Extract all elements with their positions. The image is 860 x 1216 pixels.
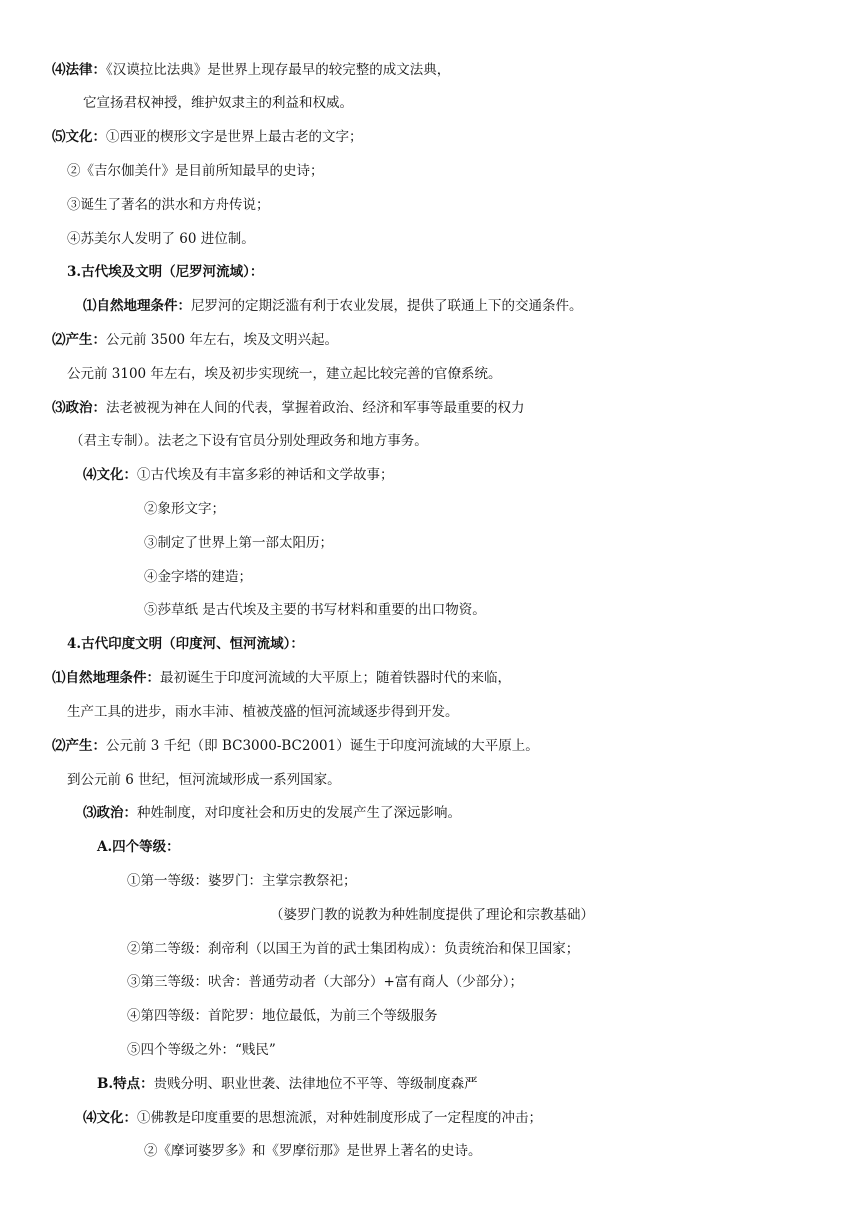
- heading-label: ⑶政治：: [83, 805, 137, 821]
- body-text: 《汉谟拉比法典》是世界上现存最早的较完整的成文法典，: [106, 62, 451, 78]
- line-egypt-politics-1: [52, 398, 525, 418]
- line-india-geography-2: [67, 702, 459, 722]
- line-egypt-origin-1: [52, 330, 338, 350]
- line-egypt-origin-2: [67, 364, 501, 384]
- heading-label: ⑴自然地理条件：: [83, 298, 191, 314]
- body-text: 公元前 3 千纪（即 BC3000-BC2001）诞生于印度河流域的大平原上。: [106, 738, 539, 754]
- line-caste-1-note: [270, 905, 594, 925]
- body-text: ②象形文字；: [144, 501, 225, 517]
- line-egypt-culture-1: [83, 465, 394, 485]
- line-caste-heading: [97, 837, 180, 857]
- body-text: （君主专制）。法老之下设有官员分别处理政务和地方事务。: [70, 433, 428, 449]
- body-text: ③诞生了著名的洪水和方舟传说；: [67, 197, 270, 213]
- body-text: ①西亚的楔形文字是世界上最古老的文字；: [106, 129, 363, 145]
- heading-label: ⑷法律：: [52, 62, 106, 78]
- line-caste-2: [127, 939, 579, 959]
- body-text: ③第三等级：吠舍：普通劳动者（大部分）+富有商人（少部分）；: [127, 974, 524, 990]
- body-text: ⑤四个等级之外：“贱民”: [127, 1042, 276, 1058]
- line-egypt-culture-2: [144, 499, 225, 519]
- heading-label: ⑸文化：: [52, 129, 106, 145]
- heading-label: B.特点：: [97, 1076, 154, 1092]
- body-text: 法老被视为神在人间的代表，掌握着政治、经济和军事等最重要的权力: [106, 400, 525, 416]
- body-text: ④第四等级：首陀罗：地位最低，为前三个等级服务: [127, 1008, 438, 1024]
- line-culture-4: [67, 229, 255, 249]
- body-text: ⑤莎草纸 是古代埃及主要的书写材料和重要的出口物资。: [144, 602, 486, 618]
- heading-label: ⑷文化：: [83, 467, 137, 483]
- section-heading-egypt: [67, 262, 263, 282]
- body-text: ③制定了世界上第一部太阳历；: [144, 535, 333, 551]
- heading-label: ⑴自然地理条件：: [52, 670, 160, 686]
- line-culture-2: [67, 161, 324, 181]
- line-india-culture-2: [144, 1141, 482, 1161]
- body-text: ②《摩诃婆罗多》和《罗摩衍那》是世界上著名的史诗。: [144, 1143, 482, 1159]
- body-text: 贵贱分明、职业世袭、法律地位不平等、等级制度森严: [153, 1076, 478, 1092]
- line-caste-5: [127, 1040, 276, 1060]
- line-caste-1: [127, 871, 357, 891]
- heading-label: ⑵产生：: [52, 332, 106, 348]
- line-egypt-politics-2: [70, 431, 428, 451]
- heading-label: 4.古代印度文明（印度河、恒河流域）：: [67, 636, 304, 652]
- body-text: 公元前 3500 年左右，埃及文明兴起。: [106, 332, 338, 348]
- line-egypt-culture-4: [144, 567, 252, 587]
- body-text: ④金字塔的建造；: [144, 569, 252, 585]
- body-text: 尼罗河的定期泛滥有利于农业发展，提供了联通上下的交通条件。: [191, 298, 583, 314]
- heading-label: A.四个等级：: [97, 839, 180, 855]
- body-text: 种姓制度，对印度社会和历史的发展产生了深远影响。: [137, 805, 461, 821]
- body-text: ①佛教是印度重要的思想流派，对种姓制度形成了一定程度的冲击；: [137, 1110, 542, 1126]
- body-text: ①第一等级：婆罗门：主掌宗教祭祀；: [127, 873, 357, 889]
- heading-label: ⑶政治：: [52, 400, 106, 416]
- body-text: ②第二等级：刹帝利（以国王为首的武士集团构成）：负责统治和保卫国家；: [127, 941, 580, 957]
- section-heading-india: [67, 634, 304, 654]
- line-egypt-culture-3: [144, 533, 333, 553]
- body-text: 它宣扬君权神授，维护奴隶主的利益和权威。: [83, 95, 353, 111]
- line-culture-3: [67, 195, 270, 215]
- line-culture-1: [52, 127, 363, 147]
- body-text: ①古代埃及有丰富多彩的神话和文学故事；: [137, 467, 394, 483]
- line-egypt-geography: [83, 296, 583, 316]
- line-india-geography-1: [52, 668, 511, 688]
- line-india-origin-2: [67, 770, 341, 790]
- line-egypt-culture-5: [144, 600, 486, 620]
- line-india-origin-1: [52, 736, 539, 756]
- heading-label: ⑷文化：: [83, 1110, 137, 1126]
- line-caste-features: [97, 1074, 478, 1094]
- body-text: ②《吉尔伽美什》是目前所知最早的史诗；: [67, 163, 324, 179]
- line-law-2: [83, 93, 353, 113]
- body-text: 最初诞生于印度河流域的大平原上；随着铁器时代的来临，: [160, 670, 511, 686]
- heading-label: ⑵产生：: [52, 738, 106, 754]
- line-india-culture-1: [83, 1108, 542, 1128]
- body-text: ④苏美尔人发明了 60 进位制。: [67, 231, 255, 247]
- line-caste-3: [127, 972, 523, 992]
- body-text: 公元前 3100 年左右，埃及初步实现统一，建立起比较完善的官僚系统。: [67, 366, 502, 382]
- line-india-politics: [83, 803, 461, 823]
- line-caste-4: [127, 1006, 438, 1026]
- body-text: 到公元前 6 世纪，恒河流域形成一系列国家。: [67, 772, 341, 788]
- body-text: 生产工具的进步，雨水丰沛、植被茂盛的恒河流域逐步得到开发。: [67, 704, 459, 720]
- body-text: （婆罗门教的说教为种姓制度提供了理论和宗教基础）: [270, 907, 594, 923]
- line-law-1: [52, 60, 450, 80]
- heading-label: 3.古代埃及文明（尼罗河流域）：: [67, 264, 264, 280]
